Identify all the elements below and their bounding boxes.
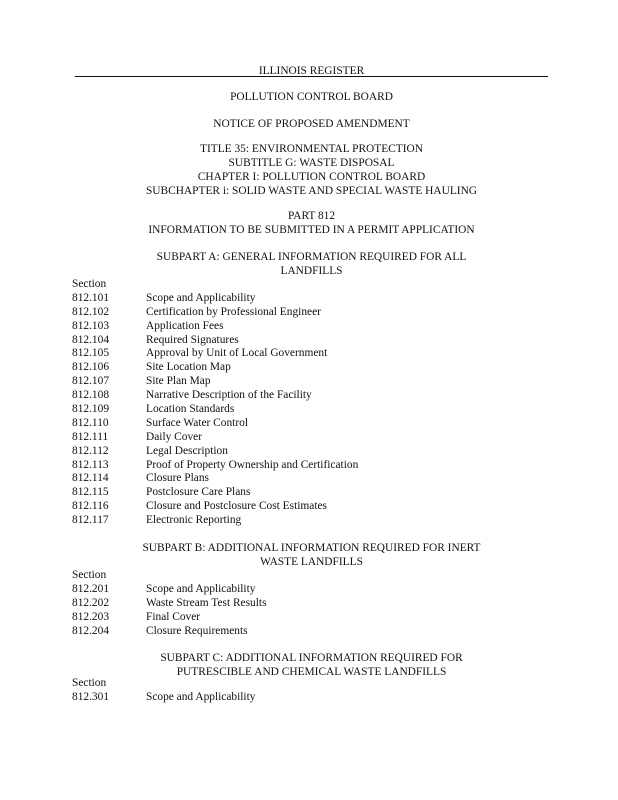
- subpart-a-section-list: [72, 278, 552, 528]
- section-number: 812.110: [72, 416, 109, 429]
- table-row: [72, 625, 552, 639]
- section-number: 812.301: [72, 690, 110, 703]
- section-title: Site Plan Map: [146, 375, 211, 388]
- section-number: 812.107: [72, 375, 110, 388]
- section-number: 812.109: [72, 403, 110, 416]
- notice-title: NOTICE OF PROPOSED AMENDMENT: [213, 118, 410, 130]
- subpart-c-heading: [75, 651, 548, 679]
- subtitle-heading: SUBTITLE G: WASTE DISPOSAL: [228, 157, 395, 169]
- section-title: Site Location Map: [146, 361, 231, 374]
- table-row: [72, 514, 552, 528]
- subpart-heading-line: WASTE LANDFILLS: [260, 556, 363, 568]
- subpart-heading-line: SUBPART C: ADDITIONAL INFORMATION REQUIRED FOR: [160, 652, 463, 664]
- section-title: Required Signatures: [146, 333, 239, 346]
- part-name: INFORMATION TO BE SUBMITTED IN A PERMIT APPLICATION: [148, 224, 475, 236]
- chapter-heading: CHAPTER I: POLLUTION CONTROL BOARD: [197, 171, 426, 183]
- subpart-b-heading: [75, 541, 548, 569]
- section-title: Approval by Unit of Local Government: [146, 347, 328, 360]
- section-title: Final Cover: [146, 610, 201, 623]
- section-number: 812.117: [72, 514, 109, 527]
- table-row: [72, 389, 552, 403]
- table-row: [72, 347, 552, 361]
- section-number: 812.112: [72, 444, 109, 457]
- section-title: Scope and Applicability: [146, 582, 256, 595]
- section-number: 812.101: [72, 291, 110, 304]
- register-header: [75, 64, 548, 80]
- section-title: Closure and Postclosure Cost Estimates: [146, 500, 327, 513]
- section-number: 812.104: [72, 333, 110, 346]
- section-title: Surface Water Control: [146, 416, 248, 429]
- section-title: Narrative Description of the Facility: [146, 389, 312, 402]
- section-title: Legal Description: [146, 444, 228, 457]
- table-row: [72, 597, 552, 611]
- section-title: Proof of Property Ownership and Certification: [146, 458, 359, 471]
- section-title: Daily Cover: [146, 430, 202, 443]
- subpart-heading-line: LANDFILLS: [280, 265, 343, 277]
- section-number: 812.103: [72, 319, 110, 332]
- subpart-a-heading: [75, 250, 548, 278]
- subpart-heading-line: SUBPART A: GENERAL INFORMATION REQUIRED FOR ALL: [156, 251, 467, 263]
- section-title: Closure Plans: [146, 472, 209, 485]
- section-title: Application Fees: [146, 319, 224, 332]
- table-row: [72, 691, 552, 705]
- section-number: 812.115: [72, 486, 109, 499]
- section-title: Electronic Reporting: [146, 514, 242, 527]
- subchapter-heading: SUBCHAPTER i: SOLID WASTE AND SPECIAL WASTE HAULING: [145, 185, 478, 197]
- section-title: Closure Requirements: [146, 624, 248, 637]
- table-row: [72, 500, 552, 514]
- section-label: Section: [72, 677, 107, 689]
- section-number: 812.113: [72, 458, 109, 471]
- section-label: Section: [72, 278, 107, 290]
- register-title: ILLINOIS REGISTER: [258, 65, 365, 77]
- section-number: 812.201: [72, 582, 110, 595]
- subpart-heading-line: SUBPART B: ADDITIONAL INFORMATION REQUIRED FOR INERT: [142, 542, 481, 554]
- section-title: Certification by Professional Engineer: [146, 305, 321, 318]
- board-name: POLLUTION CONTROL BOARD: [230, 91, 393, 103]
- section-title: Scope and Applicability: [146, 690, 256, 703]
- table-row: [72, 320, 552, 334]
- section-title: Location Standards: [146, 403, 235, 416]
- section-number: 812.114: [72, 472, 109, 485]
- table-row: [72, 292, 552, 306]
- part-number: PART 812: [287, 210, 336, 222]
- title-heading: TITLE 35: ENVIRONMENTAL PROTECTION: [200, 143, 423, 155]
- section-number: 812.102: [72, 305, 110, 318]
- section-number: 812.203: [72, 610, 110, 623]
- section-number: 812.111: [72, 430, 109, 443]
- table-row: [72, 375, 552, 389]
- subpart-heading-line: PUTRESCIBLE AND CHEMICAL WASTE LANDFILLS: [176, 666, 447, 678]
- table-row: [72, 459, 552, 473]
- section-title: Scope and Applicability: [146, 291, 256, 304]
- table-row: [72, 472, 552, 486]
- table-row: [72, 611, 552, 625]
- section-number: 812.106: [72, 361, 110, 374]
- section-number: 812.108: [72, 389, 110, 402]
- table-row: [72, 403, 552, 417]
- section-number: 812.116: [72, 500, 109, 513]
- section-label: Section: [72, 569, 107, 581]
- table-row: [72, 486, 552, 500]
- subpart-b-section-list: [72, 569, 552, 638]
- table-row: [72, 306, 552, 320]
- section-title: Postclosure Care Plans: [146, 486, 251, 499]
- table-row: [72, 431, 552, 445]
- section-number: 812.204: [72, 624, 110, 637]
- section-title: Waste Stream Test Results: [146, 596, 267, 609]
- table-row: [72, 583, 552, 597]
- table-row: [72, 334, 552, 348]
- section-number: 812.202: [72, 596, 110, 609]
- table-row: [72, 445, 552, 459]
- table-row: [72, 417, 552, 431]
- subpart-c-section-list: [72, 677, 552, 705]
- section-number: 812.105: [72, 347, 110, 360]
- table-row: [72, 361, 552, 375]
